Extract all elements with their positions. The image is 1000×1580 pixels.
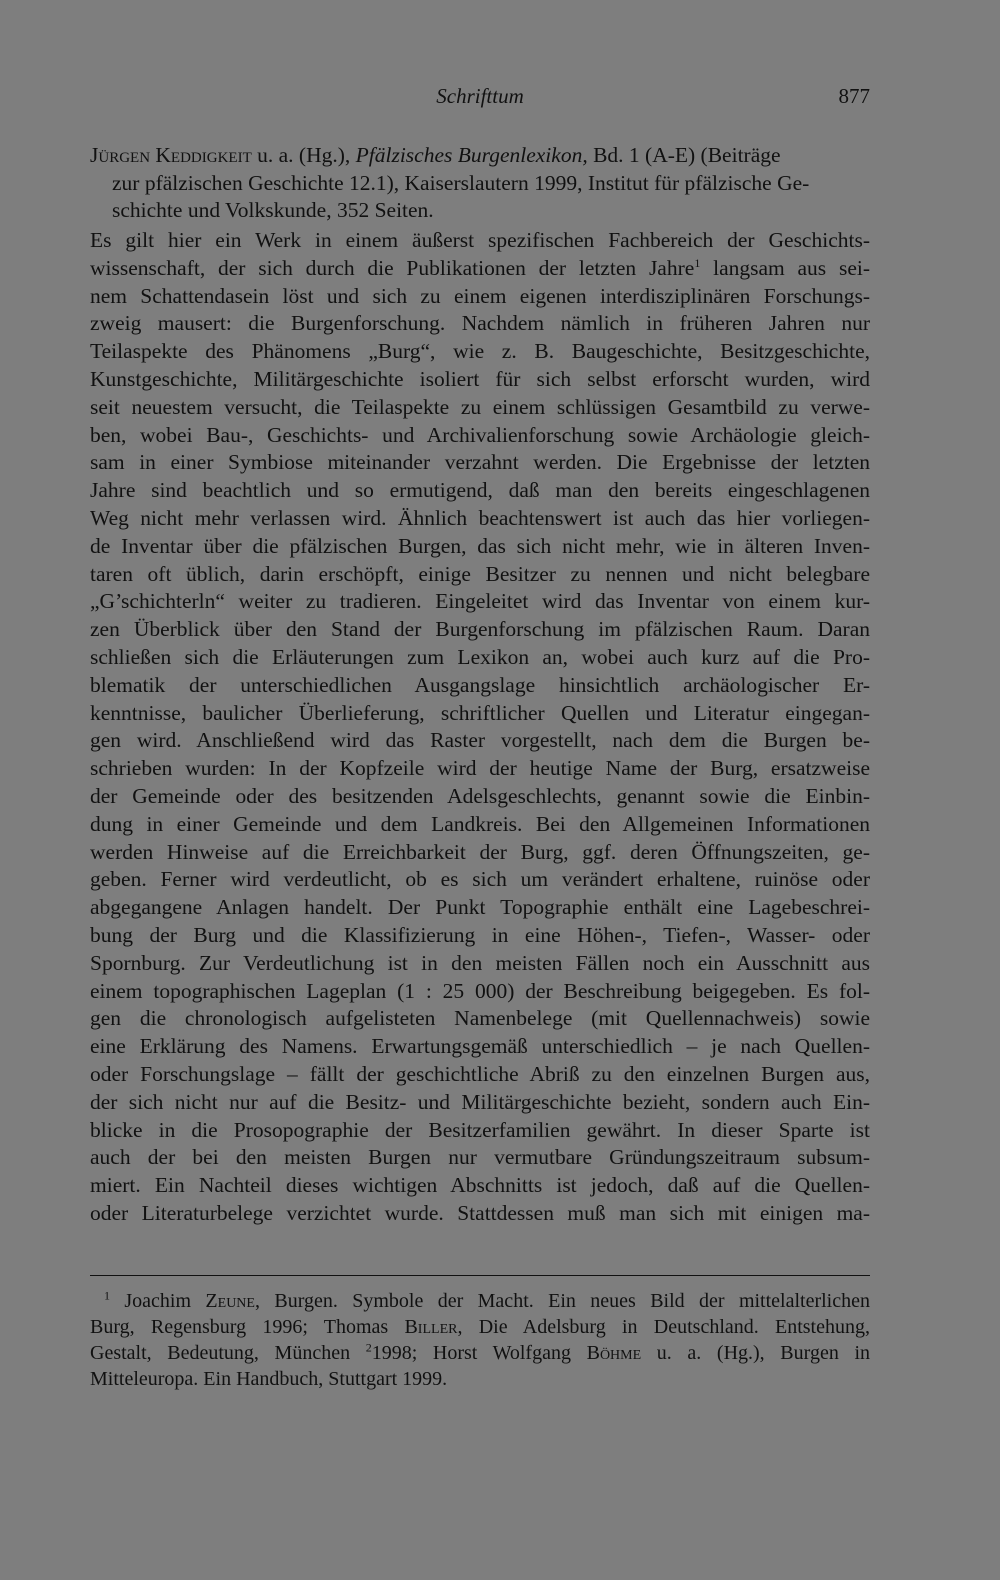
body-line: oder Forschungslage – fällt der geschichtliche Abriß zu den einzelnen Burgen aus, xyxy=(90,1061,870,1086)
body-line: der Gemeinde oder des besitzenden Adelsgeschlechts, genannt sowie die Einbin- xyxy=(90,783,870,808)
bibliographic-entry xyxy=(90,142,870,225)
running-title: Schrifttum xyxy=(436,84,524,108)
body-line: de Inventar über die pfälzischen Burgen, das sich nicht mehr, wie in älteren Inven- xyxy=(90,533,870,558)
body-line: gen die chronologisch aufgelisteten Namenbelege (mit Quellennachweis) sowie xyxy=(90,1006,870,1031)
body-line: werden Hinweise auf die Erreichbarkeit der Burg, ggf. deren Öffnungszeiten, ge- xyxy=(90,839,870,864)
body-line: blicke in die Prosopographie der Besitzerfamilien gewährt. In dieser Sparte ist xyxy=(90,1117,870,1142)
footnote-line-1: $^1$ Joachim Zeune, Burgen. Symbole der Macht. Ein neues Bild der mittelalterlichen xyxy=(104,1288,870,1312)
body-line: oder Literaturbelege verzichtet wurde. Stattdessen muß man sich mit einigen ma- xyxy=(90,1200,870,1225)
entry-book-title: Pfälzisches Burgenlexikon, xyxy=(355,143,588,167)
body-line: zen Überblick über den Stand der Burgenforschung im pfälzischen Raum. Daran xyxy=(90,617,870,642)
body-line: miert. Ein Nachteil dieses wichtigen Abschnitts ist jedoch, daß auf die Quellen- xyxy=(90,1173,870,1198)
footnote-divider xyxy=(90,1275,870,1276)
body-line: zweig mausert: die Burgenforschung. Nachdem nämlich in früheren Jahren nur xyxy=(90,311,870,336)
running-header xyxy=(90,84,870,114)
body-line: schließen sich die Erläuterungen zum Lexikon an, wobei auch kurz auf die Pro- xyxy=(90,644,870,669)
body-line: eine Erklärung des Namens. Erwartungsgemäß unterschiedlich – je nach Quellen- xyxy=(90,1034,870,1059)
body-line: der sich nicht nur auf die Besitz- und Militärgeschichte bezieht, sondern auch Ein- xyxy=(90,1089,870,1114)
entry-line-1: Jürgen Keddigkeit u. a. (Hg.), Pfälzisches Burgenlexikon, Bd. 1 (A-E) (Beiträge xyxy=(90,143,781,167)
footnote-line-4: Mitteleuropa. Ein Handbuch, Stuttgart 1999. xyxy=(90,1368,448,1390)
body-line: einem topographischen Lageplan (1 : 25 000) der Beschreibung beigegeben. Es fol- xyxy=(90,978,870,1003)
body-line: nem Schattendasein löst und sich zu einem eigenen interdisziplinären Forschungs- xyxy=(90,283,870,308)
body-line: Es gilt hier ein Werk in einem äußerst spezifischen Fachbereich der Geschichts- xyxy=(90,228,870,252)
body-line: kenntnisse, baulicher Überlieferung, schriftlicher Quellen und Literatur eingegan- xyxy=(90,700,870,725)
footnote-ref: 1 xyxy=(694,255,701,270)
body-line: dung in einer Gemeinde und dem Landkreis. Bei den Allgemeinen Informationen xyxy=(90,811,870,836)
body-line: Spornburg. Zur Verdeutlichung ist in den meisten Fällen noch ein Ausschnitt aus xyxy=(90,950,870,975)
body-line: wissenschaft, der sich durch die Publikationen der letzten Jahre$^1$ langsam aus sei- xyxy=(90,255,870,280)
page-number: 877 xyxy=(838,84,870,108)
body-line: schrieben wurden: In der Kopfzeile wird der heutige Name der Burg, ersatzweise xyxy=(90,756,870,781)
body-line: Weg nicht mehr verlassen wird. Ähnlich beachtenswert ist auch das hier vorliegen- xyxy=(90,505,870,530)
body-line: auch der bei den meisten Burgen nur vermutbare Gründungszeitraum subsum- xyxy=(90,1145,870,1170)
footnote xyxy=(90,1288,870,1392)
body-line: Kunstgeschichte, Militärgeschichte isoliert für sich selbst erforscht wurden, wird xyxy=(90,366,870,391)
entry-line-2: zur pfälzischen Geschichte 12.1), Kaiserslautern 1999, Institut für pfälzische Ge- xyxy=(112,170,810,195)
body-line: sam in einer Symbiose miteinander verzahnt werden. Die Ergebnisse der letzten xyxy=(90,450,870,475)
review-body xyxy=(90,227,870,1228)
entry-line-3: schichte und Volkskunde, 352 Seiten. xyxy=(112,198,434,223)
body-line: abgegangene Anlagen handelt. Der Punkt Topographie enthält eine Lagebeschrei- xyxy=(90,895,870,920)
body-line: seit neuestem versucht, die Teilaspekte zu einem schlüssigen Gesamtbild zu verwe- xyxy=(90,394,870,419)
entry-author: Jürgen Keddigkeit xyxy=(90,143,252,167)
body-line: geben. Ferner wird verdeutlicht, ob es sich um verändert erhaltene, ruinöse oder xyxy=(90,867,870,892)
body-line: „G’schichterln“ weiter zu tradieren. Eingeleitet wird das Inventar von einem kur- xyxy=(90,589,870,614)
body-line: blematik der unterschiedlichen Ausgangslage hinsichtlich archäologischer Er- xyxy=(90,672,870,697)
footnote-line-2: Burg, Regensburg 1996; Thomas Biller, Die Adelsburg in Deutschland. Entstehung, xyxy=(90,1316,870,1338)
body-line: Jahre sind beachtlich und so ermutigend, daß man den bereits eingeschlagenen xyxy=(90,478,870,503)
body-line: gen wird. Anschließend wird das Raster vorgestellt, nach dem die Burgen be- xyxy=(90,728,870,753)
body-line: Teilaspekte des Phänomens „Burg“, wie z. B. Baugeschichte, Besitzgeschichte, xyxy=(90,339,870,364)
body-line: bung der Burg und die Klassifizierung in eine Höhen-, Tiefen-, Wasser- oder xyxy=(90,922,870,947)
body-line: taren oft üblich, darin erschöpft, einige Besitzer zu nennen und nicht belegbare xyxy=(90,561,870,586)
body-line: ben, wobei Bau-, Geschichts- und Archivalienforschung sowie Archäologie gleich- xyxy=(90,422,870,447)
footnote-marker: 1 xyxy=(104,1288,110,1303)
footnote-line-3: Gestalt, Bedeutung, München $^2$1998; Horst Wolfgang Böhme u. a. (Hg.), Burgen in xyxy=(90,1340,871,1364)
